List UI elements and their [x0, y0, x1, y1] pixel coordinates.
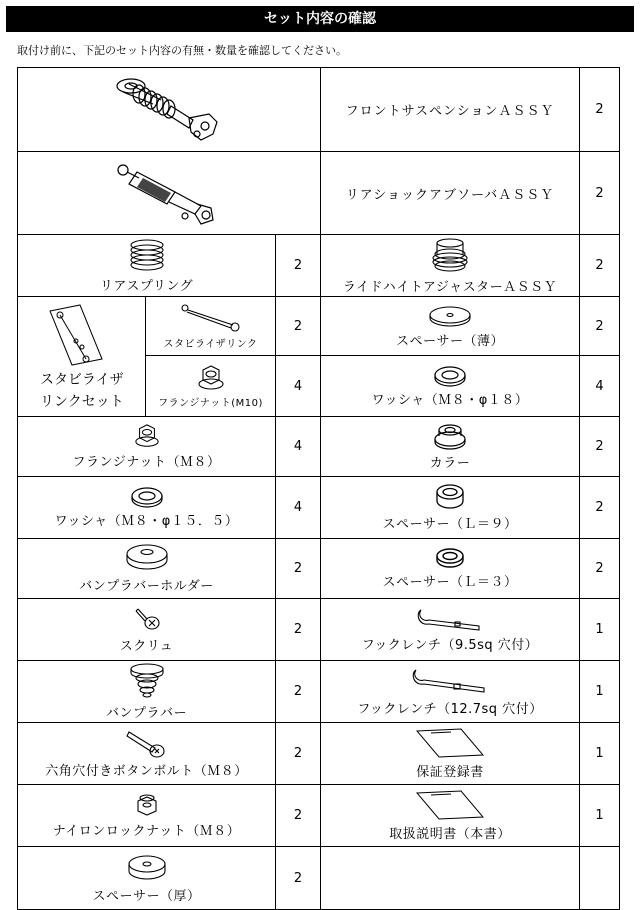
spacer-l3-qty: 2 [580, 539, 620, 599]
spacer-l9-qty: 2 [580, 477, 620, 539]
document-icon [415, 789, 485, 821]
stabilizer-kit-label-2: リンクセット [40, 394, 124, 410]
bump-rubber-cell [18, 661, 276, 723]
table-row [18, 599, 620, 661]
bump-holder-qty: 2 [276, 539, 321, 599]
flange-nut-m8-label: フランジナット（Ｍ８） [72, 455, 221, 470]
hex-bolt-icon [125, 728, 169, 758]
flange-nut-m10-cell [146, 356, 276, 417]
manual-label: 取扱説明書（本書） [389, 827, 511, 842]
hook-wrench-127-cell [321, 661, 580, 723]
stabilizer-kit-icon [46, 303, 106, 367]
spacer-l3-cell [321, 539, 580, 599]
thick-spacer-icon [125, 853, 169, 883]
rear-spring-qty: 2 [276, 235, 321, 297]
bump-holder-cell [18, 539, 276, 599]
collar-icon [433, 422, 467, 450]
empty-qty-cell [580, 847, 620, 910]
hook-wrench-127-label: フックレンチ（12.7sq 穴付） [357, 702, 543, 717]
spacer-thin-cell [321, 297, 580, 356]
lock-nut-icon [133, 792, 161, 818]
lock-nut-label: ナイロンロックナット（Ｍ８） [52, 824, 241, 839]
flange-nut-m8-cell [18, 417, 276, 477]
rear-spring-cell [18, 235, 276, 297]
spacer-thin-qty: 2 [580, 297, 620, 356]
spacer-l3-icon [434, 547, 466, 569]
flange-nut-m8-qty: 4 [276, 417, 321, 477]
front-suspension-icon [109, 70, 229, 150]
hook-wrench-95-label: フックレンチ（9.5sq 穴付） [361, 638, 539, 653]
washer-m8-155-qty: 4 [276, 477, 321, 539]
washer-m8-18-cell [321, 356, 580, 417]
spacer-thick-label: スペーサー（厚） [92, 888, 201, 904]
bump-rubber-label: バンプラバー [105, 706, 187, 721]
adjuster-icon [428, 236, 472, 274]
table-row [18, 661, 620, 723]
washer-m8-155-cell [18, 477, 276, 539]
contents-table [17, 67, 620, 910]
adjuster-cell [321, 235, 580, 297]
rear-spring-label: リアスプリング [99, 279, 194, 294]
washer-icon [129, 486, 165, 508]
hex-bolt-label: 六角穴付きボタンボルト（Ｍ８） [45, 764, 248, 779]
stabilizer-kit-cell [18, 297, 146, 417]
lock-nut-qty: 2 [276, 785, 321, 847]
hook-wrench-95-cell [321, 599, 580, 661]
table-row [18, 297, 620, 356]
stabilizer-link-cell [146, 297, 276, 356]
spacer-thick-qty: 2 [276, 847, 321, 910]
flange-nut-icon [196, 364, 226, 392]
instruction-note: 取付け前に、下記のセット内容の有無・数量を確認してください。 [17, 44, 347, 57]
bump-holder-icon [123, 543, 171, 573]
spacer-l3-label: スペーサー（Ｌ＝３） [382, 575, 518, 590]
stabilizer-link-icon [179, 303, 243, 333]
hook-wrench-icon [415, 606, 485, 632]
screw-label: スクリュ [119, 639, 174, 654]
spacer-l9-cell [321, 477, 580, 539]
screw-qty: 2 [276, 599, 321, 661]
warranty-card-cell [321, 723, 580, 785]
stabilizer-kit-label-1: スタビライザ [40, 372, 124, 388]
rear-shock-icon [109, 158, 229, 228]
warranty-card-label: 保証登録書 [416, 765, 484, 780]
stabilizer-link-qty: 2 [276, 297, 321, 356]
front-suspension-label: フロントサスペンションＡＳＳＹ [321, 68, 580, 152]
warranty-card-qty: 1 [580, 723, 620, 785]
spacer-thick-cell [18, 847, 276, 910]
page-title: セット内容の確認 [6, 6, 634, 32]
bump-holder-label: バンプラバーホルダー [79, 579, 214, 594]
spacer-l9-icon [434, 483, 466, 511]
table-row [18, 785, 620, 847]
rear-shock-label: リアショックアブソーバＡＳＳＹ [321, 152, 580, 235]
collar-label: カラー [429, 456, 471, 471]
collar-cell [321, 417, 580, 477]
washer-m8-18-label: ワッシャ（Ｍ８・φ１８） [371, 392, 529, 408]
hook-wrench-95-qty: 1 [580, 599, 620, 661]
hook-wrench-127-qty: 1 [580, 661, 620, 723]
document-icon [415, 727, 485, 759]
adjuster-label: ライドハイトアジャスターＡＳＳＹ [342, 280, 558, 295]
table-row [18, 847, 620, 910]
front-suspension-image-cell [18, 68, 321, 152]
thin-spacer-icon [426, 304, 474, 328]
hex-bolt-cell [18, 723, 276, 785]
adjuster-qty: 2 [580, 235, 620, 297]
table-row [18, 723, 620, 785]
spacer-thin-label: スペーサー（薄） [396, 333, 505, 349]
front-suspension-qty: 2 [580, 68, 620, 152]
coil-spring-icon [125, 237, 169, 273]
manual-cell [321, 785, 580, 847]
flange-nut-m10-qty: 4 [276, 356, 321, 417]
collar-qty: 2 [580, 417, 620, 477]
empty-cell [321, 847, 580, 910]
table-row [18, 477, 620, 539]
stabilizer-link-label: スタビライザリンク [163, 338, 258, 350]
bump-rubber-qty: 2 [276, 661, 321, 723]
table-row [18, 152, 620, 235]
hook-wrench-icon [410, 666, 490, 696]
manual-qty: 1 [580, 785, 620, 847]
washer-m8-155-label: ワッシャ（Ｍ８・φ１５．５） [54, 514, 239, 529]
hex-bolt-qty: 2 [276, 723, 321, 785]
spacer-l9-label: スペーサー（Ｌ＝９） [382, 517, 518, 532]
table-row [18, 68, 620, 152]
flange-nut-m10-label: フランジナット(M10) [158, 397, 263, 409]
table-row [18, 235, 620, 297]
washer-icon [432, 365, 468, 387]
screw-cell [18, 599, 276, 661]
screw-icon [133, 605, 161, 633]
table-row [18, 417, 620, 477]
rear-shock-qty: 2 [580, 152, 620, 235]
table-row [18, 539, 620, 599]
bump-rubber-icon [127, 662, 167, 700]
lock-nut-cell [18, 785, 276, 847]
flange-nut-icon [133, 423, 161, 449]
washer-m8-18-qty: 4 [580, 356, 620, 417]
rear-shock-image-cell [18, 152, 321, 235]
